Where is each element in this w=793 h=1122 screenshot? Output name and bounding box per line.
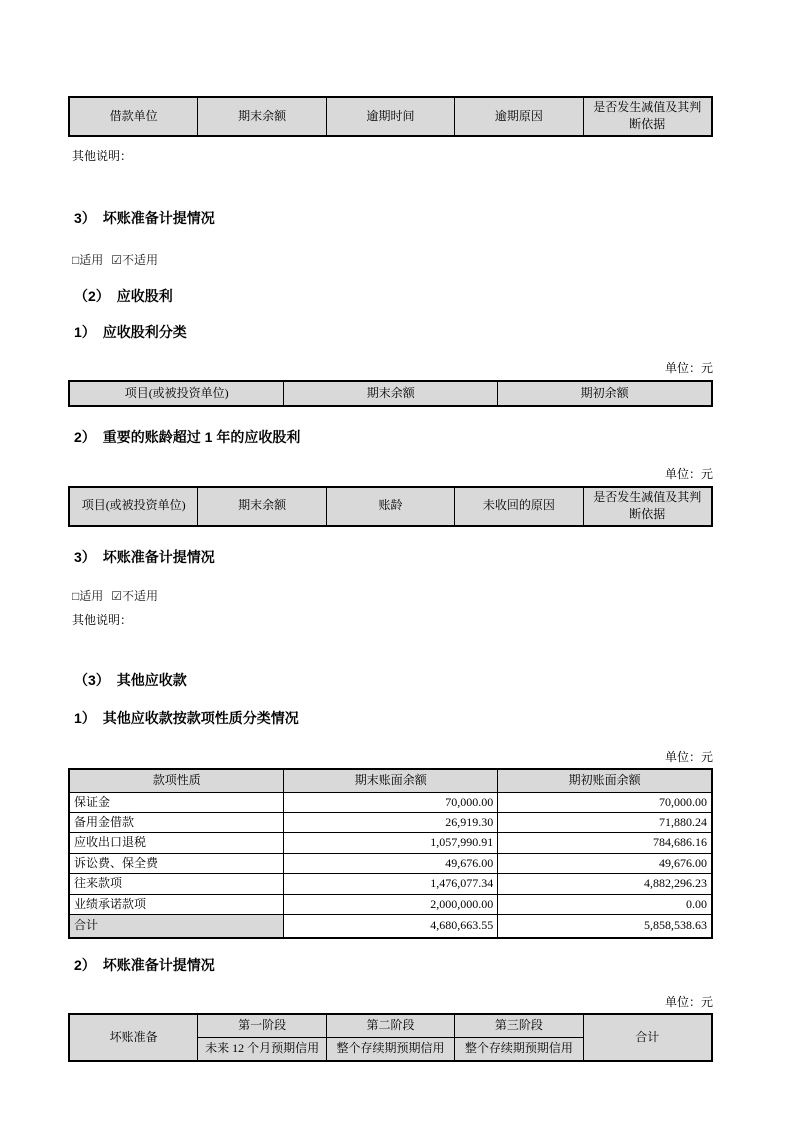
cell-opening-balance: 784,686.16 [498,833,712,853]
col-impairment-basis: 是否发生减值及其判断依据 [583,487,712,526]
other-receivables-nature-table [68,768,713,939]
other-note: 其他说明： [72,612,133,627]
cell-nature: 业绩承诺款项 [69,894,284,914]
cell-closing-balance: 70,000.00 [284,792,498,812]
cell-total-label: 合计 [69,914,284,938]
checkbox-applicable: □适用 [72,252,104,267]
applicability-line [72,253,713,268]
cell-nature: 往来款项 [69,874,284,894]
table-total-row [69,914,712,938]
table-header-row [69,1014,712,1038]
col-stage-1-sub: 未来 12 个月预期信用 [198,1037,326,1061]
col-stage-2-sub: 整个存续期预期信用 [326,1037,454,1061]
col-stage-1: 第一阶段 [198,1014,326,1038]
col-closing-balance: 期末余额 [284,381,498,406]
cell-closing-balance: 1,476,077.34 [284,874,498,894]
dividends-over-1-year-table [68,486,713,527]
col-closing-balance: 期末余额 [198,487,326,526]
cell-total-closing: 4,680,663.55 [284,914,498,938]
col-overdue-time: 逾期时间 [326,97,454,136]
col-impairment-basis: 是否发生减值及其判断依据 [583,97,712,136]
col-stage-3: 第三阶段 [455,1014,583,1038]
cell-opening-balance: 49,676.00 [498,853,712,873]
col-closing-book-balance: 期末账面余额 [284,769,498,793]
cell-closing-balance: 2,000,000.00 [284,894,498,914]
col-closing-balance: 期末余额 [198,97,326,136]
col-nature: 款项性质 [69,769,284,793]
cell-total-opening: 5,858,538.63 [498,914,712,938]
heading-bad-debt-provision: 3） 坏账准备计提情况 [74,548,215,565]
cell-opening-balance: 4,882,296.23 [498,874,712,894]
unit-label: 单位：元 [664,994,713,1009]
other-note: 其他说明： [72,148,133,163]
col-overdue-reason: 逾期原因 [455,97,583,136]
unit-label: 单位：元 [664,466,713,481]
col-uncollected-reason: 未收回的原因 [455,487,583,526]
cell-nature: 备用金借款 [69,812,284,832]
dividends-classification-table [68,380,713,407]
table-header-row [69,381,712,406]
heading-dividends-over-1-year: 2） 重要的账龄超过 1 年的应收股利 [74,428,301,445]
unit-label: 单位：元 [664,360,713,375]
table-header-row [69,97,712,136]
table-row [69,833,712,853]
heading-bad-debt-provision: 3） 坏账准备计提情况 [74,209,215,226]
cell-closing-balance: 1,057,990.91 [284,833,498,853]
checkbox-applicable: □适用 [72,588,104,603]
checkbox-not-applicable: ☑不适用 [111,588,159,603]
heading-other-receivables: （3） 其他应收款 [74,671,187,688]
heading-bad-debt-provision-2: 2） 坏账准备计提情况 [74,956,215,973]
cell-nature: 保证金 [69,792,284,812]
col-stage-2: 第二阶段 [326,1014,454,1038]
col-borrower: 借款单位 [69,97,198,136]
checkbox-not-applicable: ☑不适用 [111,252,159,267]
overdue-loans-table [68,96,713,137]
col-item: 项目(或被投资单位) [69,381,284,406]
cell-opening-balance: 70,000.00 [498,792,712,812]
heading-dividends-receivable: （2） 应收股利 [74,287,173,304]
unit-label: 单位：元 [664,749,713,764]
bad-debt-stages-table [68,1013,713,1062]
heading-dividends-classification: 1） 应收股利分类 [74,323,187,340]
col-total: 合计 [583,1014,712,1061]
applicability-line [72,589,713,604]
table-row [69,874,712,894]
cell-nature: 应收出口退税 [69,833,284,853]
cell-closing-balance: 49,676.00 [284,853,498,873]
col-aging: 账龄 [326,487,454,526]
cell-closing-balance: 26,919.30 [284,812,498,832]
table-row [69,853,712,873]
col-stage-3-sub: 整个存续期预期信用 [455,1037,583,1061]
table-header-row [69,487,712,526]
table-row [69,894,712,914]
cell-opening-balance: 0.00 [498,894,712,914]
heading-other-receivables-by-nature: 1） 其他应收款按款项性质分类情况 [74,709,299,726]
col-bad-debt-provision: 坏账准备 [69,1014,198,1061]
table-row [69,812,712,832]
cell-opening-balance: 71,880.24 [498,812,712,832]
cell-nature: 诉讼费、保全费 [69,853,284,873]
table-header-row [69,769,712,793]
col-opening-book-balance: 期初账面余额 [498,769,712,793]
col-item: 项目(或被投资单位) [69,487,198,526]
table-row [69,792,712,812]
col-opening-balance: 期初余额 [498,381,712,406]
